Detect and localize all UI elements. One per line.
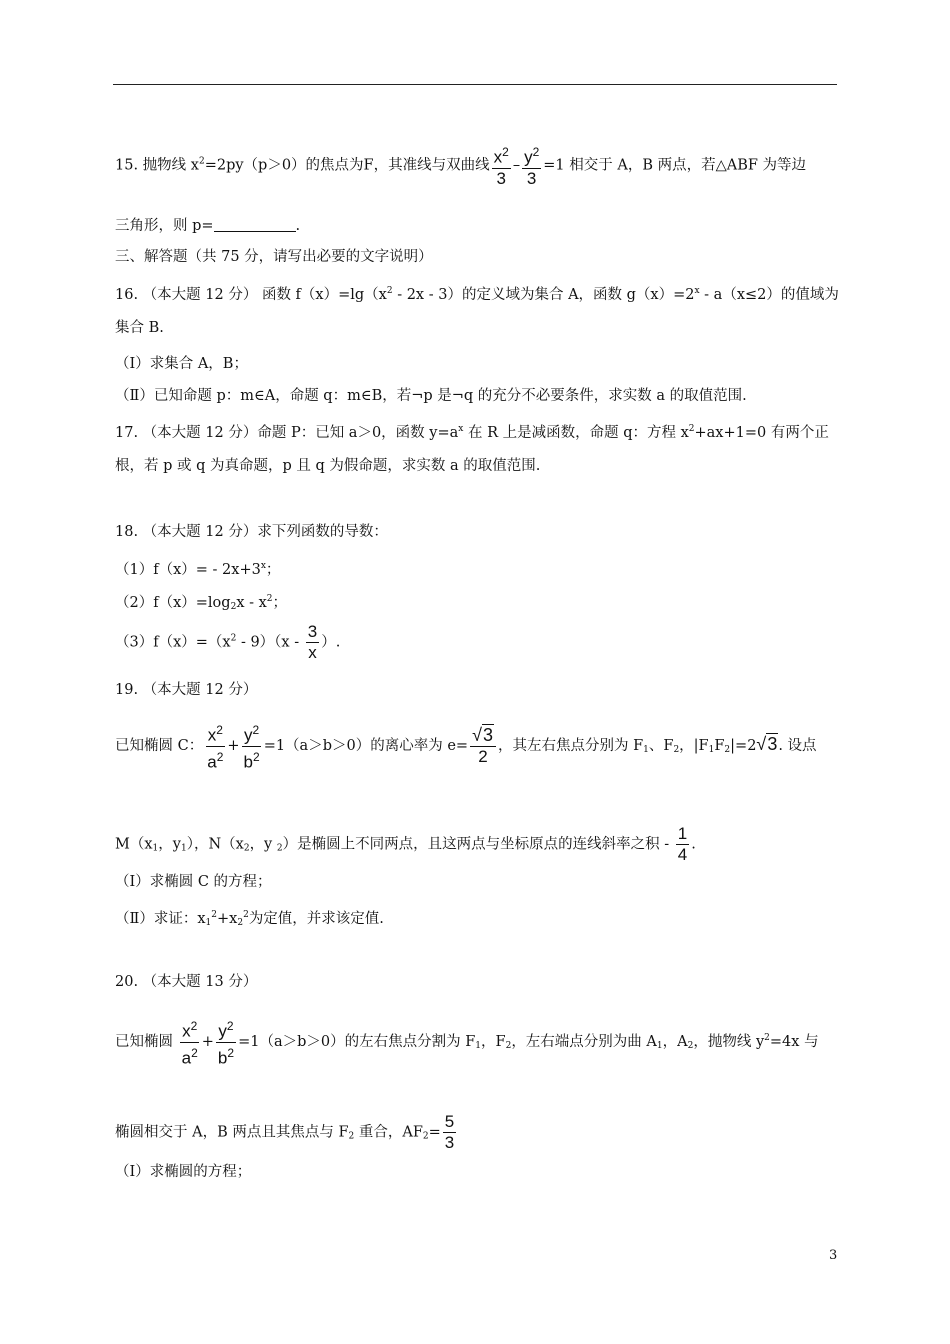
q19-slope-fraction: $\frac{1}{4}$ — [677, 824, 688, 864]
q20-part1: （Ⅰ）求椭圆的方程； — [115, 1164, 252, 1180]
q19-heading: 19. （本大题 12 分） — [115, 682, 258, 698]
q19-eccentricity: $\frac{√3}{2}$ — [470, 725, 496, 767]
q15-fraction-x: $\frac{x^2}{3}$ — [492, 142, 511, 189]
q19-line1: 已知椭圆 C： $\frac{x^2}{a^2}$ + $\frac{y^2}{b^2}$ =1（a＞b＞0）的离心率为 e= $\frac{√3}{2}$ ，其左右焦点分别为 $F_1$、$F_2$，$|F_1F_2|=2√3$. 设点 — [115, 720, 817, 772]
q18-part2: $(2)f(x)=\log_2x - x^2$； — [115, 594, 288, 612]
q20-af-fraction: $\frac{5}{3}$ — [444, 1112, 455, 1152]
q17-line2: 根，若 p 或 q 为真命题，p 且 q 为假命题，求实数 a 的取值范围. — [115, 458, 541, 474]
section-3-heading: 三、解答题（共 75 分，请写出必要的文字说明） — [115, 249, 433, 265]
q19-line2: $M(x_1$，$y_1$），$N(x_2$，y $_2$）是椭圆上不同两点，且这两点与坐标原点的连线斜率之积 - $\frac{1}{4}$ . — [115, 824, 696, 864]
q16-part1: （Ⅰ）求集合 A，B； — [115, 356, 248, 372]
header-rule — [113, 84, 837, 85]
sqrt-symbol: √3 — [756, 734, 778, 755]
q20-fraction-x: $\frac{x^2}{a^2}$ — [180, 1016, 200, 1068]
q18-part3: $(3)f(x)=(x^2 - 9)(x$ - $\frac{3}{x}$ ）. — [115, 622, 341, 662]
q20-fraction-y: $\frac{y^2}{b^2}$ — [216, 1016, 236, 1068]
q19-fraction-x: $\frac{x^2}{a^2}$ — [205, 720, 225, 772]
q19-part1: （Ⅰ）求椭圆 C 的方程； — [115, 874, 272, 890]
q15-fraction-y: $\frac{y^2}{3}$ — [522, 142, 541, 189]
q18-part1: $(1)f(x)= - 2x+3^x$； — [115, 561, 281, 578]
q20-heading: 20. （本大题 13 分） — [115, 974, 258, 990]
page-number: 3 — [829, 1248, 838, 1263]
q15-line1: 15. 抛物线 $x^2=2py(p>0)$的焦点为F，其准线与双曲线 $\frac{x^2}{3}$ – $\frac{y^2}{3}$ =1 相交于 A，B 两点，若△ABF 为等边 — [115, 142, 806, 189]
q18-heading: 18. （本大题 12 分）求下列函数的导数： — [115, 524, 388, 540]
q19-fraction-y: $\frac{y^2}{b^2}$ — [242, 720, 262, 772]
answer-blank — [214, 217, 296, 232]
q16-line2: 集合 B. — [115, 320, 164, 336]
q20-line1: 已知椭圆 $\frac{x^2}{a^2}$ + $\frac{y^2}{b^2}$ =1（a＞b＞0）的左右焦点分割为 $F_1$，$F_2$，左右端点分别为曲 $A_1$，$A_2$，抛物线 $y^2=4x$ 与 — [115, 1016, 819, 1068]
q20-line2: 椭圆相交于 A，B 两点且其焦点与 $F_2$ 重合，$AF_2=$ $\frac{5}{3}$ — [115, 1112, 455, 1152]
q16-line1: 16. （本大题 12 分） 函数 $f(x)=\lg(x^2 - 2x - 3)$的定义域为集合 A，函数 $g(x)=2^x - a(x\le 2)$的值域为 — [115, 286, 839, 303]
q17-line1: 17. （本大题 12 分）命题 P：已知 a＞0，函数 $y=a^x$ 在 R 上是减函数，命题 q：方程 $x^2+ax+1=0$ 有两个正 — [115, 424, 829, 441]
q18-fraction: $\frac{3}{x}$ — [307, 622, 318, 662]
q15-line2: 三角形，则 p= . — [115, 218, 301, 234]
q19-part2: （Ⅱ）求证：$x_1^2+x_2^2$为定值，并求该定值. — [115, 910, 384, 928]
q16-part2: （Ⅱ）已知命题 p：m∈A，命题 q：m∈B，若¬p 是¬q 的充分不必要条件，求实数 a 的取值范围. — [115, 388, 747, 404]
